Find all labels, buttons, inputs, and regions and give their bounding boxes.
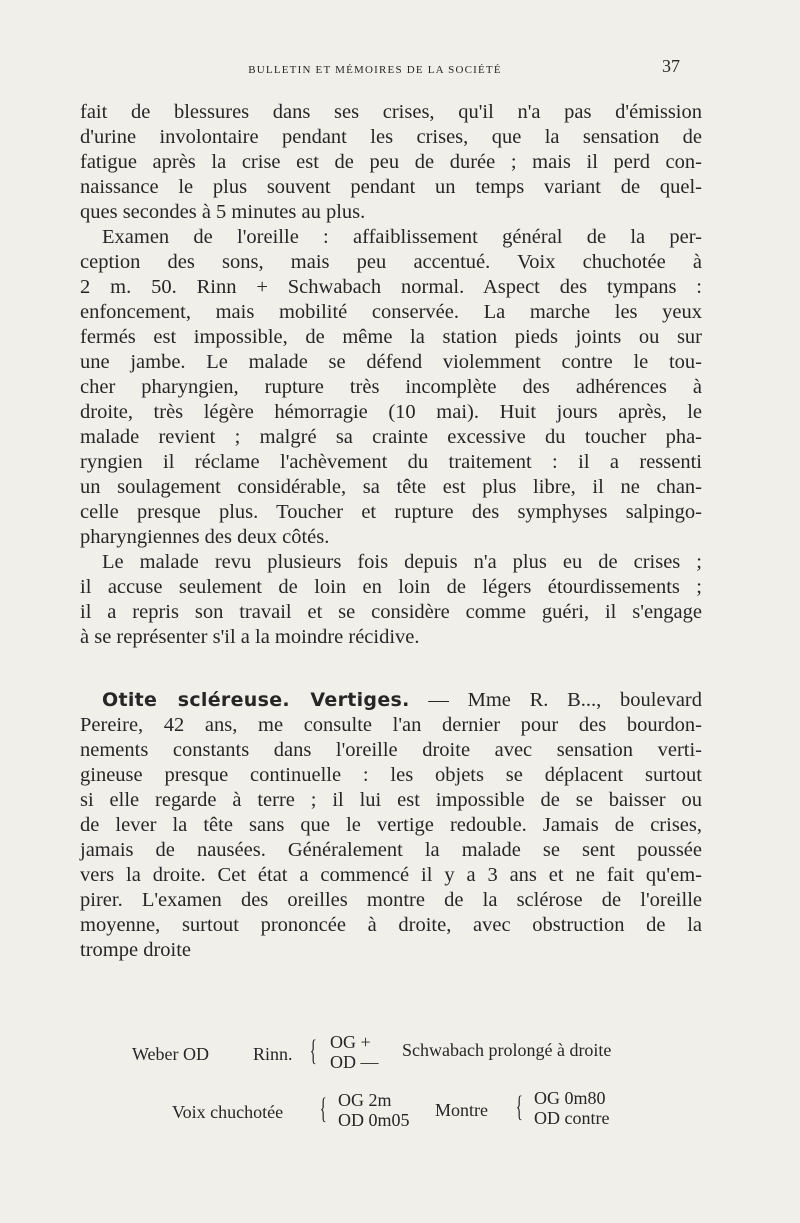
text-line: naissance le plus souvent pendant un temps variant de quel- bbox=[80, 176, 702, 198]
text-line: fait de blessures dans ses crises, qu'il n'a pas d'émission bbox=[80, 101, 702, 123]
text-line: Pereire, 42 ans, me consulte l'an dernier pour des bourdon- bbox=[80, 714, 702, 736]
text-line: ception des sons, mais peu accentué. Voix chuchotée à bbox=[80, 251, 702, 273]
text-line: ryngien il réclame l'achèvement du traitement : il a ressenti bbox=[80, 451, 702, 473]
rinn-od: OD — bbox=[330, 1052, 379, 1072]
paragraph-2 bbox=[80, 225, 702, 550]
montre-og: OG 0m80 bbox=[534, 1088, 606, 1108]
montre-label: Montre bbox=[435, 1100, 488, 1120]
rinn-og: OG + bbox=[330, 1032, 371, 1052]
section-gap bbox=[80, 650, 702, 688]
text-line: ques secondes à 5 minutes au plus. bbox=[80, 201, 366, 223]
section-title: Otite scléreuse. Vertiges. bbox=[102, 689, 410, 711]
running-header: BULLETIN ET MÉMOIRES DE LA SOCIÉTÉ bbox=[248, 64, 502, 76]
body-text bbox=[80, 100, 702, 963]
voix-label: Voix chuchotée bbox=[172, 1102, 284, 1122]
brace-icon: { bbox=[309, 1034, 317, 1067]
text-line: Examen de l'oreille : affaiblissement général de la per- bbox=[102, 226, 702, 248]
text-line: pirer. L'examen des oreilles montre de la sclérose de l'oreille bbox=[80, 889, 702, 911]
text-line: de lever la tête sans que le vertige redouble. Jamais de crises, bbox=[80, 814, 702, 836]
text-line: enfoncement, mais mobilité conservée. La marche les yeux bbox=[80, 301, 702, 323]
paragraph-3 bbox=[80, 550, 702, 650]
text-line: malade revient ; malgré sa crainte excessive du toucher pha- bbox=[80, 426, 702, 448]
schwabach-note: Schwabach prolongé à droite bbox=[402, 1040, 612, 1060]
text-line: jamais de nausées. Généralement la malade se sent poussée bbox=[80, 839, 702, 861]
text-line: 2 m. 50. Rinn + Schwabach normal. Aspect des tympans : bbox=[80, 276, 702, 298]
text-line: celle presque plus. Toucher et rupture des symphyses salpingo- bbox=[80, 501, 702, 523]
text-line: gineuse presque continuelle : les objets se déplacent surtout bbox=[80, 764, 702, 786]
text-line: fermés est impossible, de même la station pieds joints ou sur bbox=[80, 326, 702, 348]
text-line: il accuse seulement de loin en loin de légers étourdissements ; bbox=[80, 576, 702, 598]
rinn-label: Rinn. bbox=[253, 1044, 293, 1064]
text-line: pharyngiennes des deux côtés. bbox=[80, 526, 330, 548]
text-line: si elle regarde à terre ; il lui est impossible de se baisser ou bbox=[80, 789, 702, 811]
text-line: nements constants dans l'oreille droite avec sensation verti- bbox=[80, 739, 702, 761]
voix-og: OG 2m bbox=[338, 1090, 392, 1110]
weber-label: Weber OD bbox=[132, 1044, 210, 1064]
rinn-values bbox=[330, 1032, 379, 1072]
voix-od: OD 0m05 bbox=[338, 1110, 410, 1130]
text-line: vers la droite. Cet état a commencé il y a 3 ans et ne fait qu'em- bbox=[80, 864, 702, 886]
text-line: à se représenter s'il a la moindre récidive. bbox=[80, 626, 420, 648]
brace-icon: { bbox=[515, 1090, 523, 1123]
text-line: Le malade revu plusieurs fois depuis n'a plus eu de crises ; bbox=[102, 551, 702, 573]
text-line: d'urine involontaire pendant les crises, que la sensation de bbox=[80, 126, 702, 148]
text-line bbox=[80, 688, 702, 713]
brace-icon: { bbox=[319, 1092, 327, 1125]
text-line: droite, très légère hémorragie (10 mai). Huit jours après, le bbox=[80, 401, 702, 423]
voix-values bbox=[338, 1090, 410, 1130]
montre-values bbox=[534, 1088, 609, 1128]
page-number: 37 bbox=[662, 56, 680, 76]
text-line: trompe droite bbox=[80, 939, 192, 961]
montre-od: OD contre bbox=[534, 1108, 610, 1128]
text-line: il a repris son travail et se considère comme guéri, il s'engage bbox=[80, 601, 702, 623]
paragraph-1 bbox=[80, 100, 702, 225]
text-line: un soulagement considérable, sa tête est plus libre, il ne chan- bbox=[80, 476, 702, 498]
text-line: fatigue après la crise est de peu de durée ; mais il perd con- bbox=[80, 151, 702, 173]
text-line: moyenne, surtout prononcée à droite, avec obstruction de la bbox=[80, 914, 702, 936]
section-first-line: — Mme R. B..., boulevard bbox=[428, 689, 703, 711]
section-otite bbox=[80, 688, 702, 963]
text-line: une jambe. Le malade se défend violemment contre le tou- bbox=[80, 351, 702, 373]
text-line: cher pharyngien, rupture très incomplète des adhérences à bbox=[80, 376, 702, 398]
